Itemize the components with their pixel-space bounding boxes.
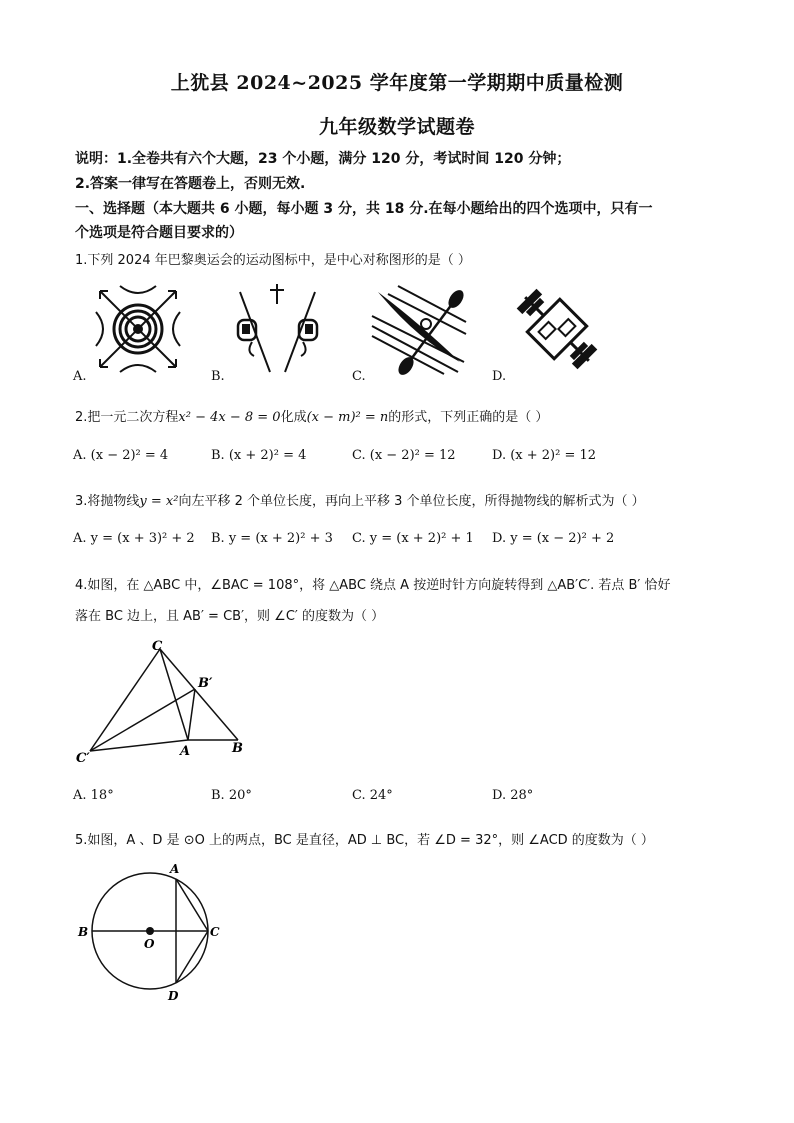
q3-stem-b: 向左平移 2 个单位长度，再向上平移 3 个单位长度，所得抛物线的解析式为（ ） bbox=[178, 494, 645, 509]
q4-triangle-figure bbox=[70, 632, 260, 767]
q4-label-c: C bbox=[152, 639, 163, 654]
q1-stem: 1.下列 2024 年巴黎奥运会的运动图标中，是中心对称图形的是（ ） bbox=[75, 253, 471, 268]
section1-heading-line2: 个选项是符合题目要求的） bbox=[75, 225, 243, 241]
q4-option-b: B. 20° bbox=[211, 788, 252, 803]
q5-stem: 5.如图，A 、D 是 ⊙O 上的两点，BC 是直径，AD ⊥ BC，若 ∠D = 32°，则 ∠ACD 的度数为（ ） bbox=[75, 833, 654, 848]
q5-label-o: O bbox=[144, 937, 155, 951]
q2-option-b: B. (x + 2)² = 4 bbox=[211, 448, 307, 463]
exam-subtitle: 九年级数学试题卷 bbox=[318, 116, 475, 138]
q1-option-d: D. bbox=[492, 369, 507, 384]
q3-stem-a: 3.将抛物线 bbox=[75, 494, 140, 509]
q2-option-d: D. (x + 2)² = 12 bbox=[492, 448, 597, 463]
q3-option-a: A. y = (x + 3)² + 2 bbox=[73, 531, 195, 546]
q3-option-b: B. y = (x + 2)² + 3 bbox=[211, 531, 333, 546]
q4-stem-line1: 4.如图，在 △ABC 中，∠BAC = 108°，将 △ABC 绕点 A 按逆时针方向旋转得到 △AB′C′. 若点 B′ 恰好 bbox=[75, 578, 671, 593]
q2-target-form: (x − m)² = n bbox=[306, 410, 389, 425]
q4-label-b-prime: B′ bbox=[198, 676, 213, 691]
instructions-line1: 说明：1.全卷共有六个大题，23 个小题，满分 120 分，考试时间 120 分钟； bbox=[75, 151, 571, 167]
q4-option-a: A. 18° bbox=[73, 788, 114, 803]
q2-option-c: C. (x − 2)² = 12 bbox=[352, 448, 456, 463]
q2-option-a: A. (x − 2)² = 4 bbox=[73, 448, 169, 463]
q1-option-a: A. bbox=[73, 369, 87, 384]
instructions-line2: 2.答案一律写在答题卷上，否则无效. bbox=[75, 176, 306, 192]
archery-target-icon bbox=[92, 282, 184, 377]
q3-option-d: D. y = (x − 2)² + 2 bbox=[492, 531, 615, 546]
q3-stem bbox=[75, 490, 645, 509]
q2-stem-c: 的形式，下列正确的是（ ） bbox=[388, 410, 549, 425]
q4-stem-line2: 落在 BC 边上，且 AB′ = CB′，则 ∠C′ 的度数为（ ） bbox=[75, 609, 385, 624]
q1-option-c: C. bbox=[352, 369, 366, 384]
q5-label-b: B bbox=[78, 925, 89, 939]
q5-circle-figure bbox=[72, 858, 232, 1008]
q5-label-d: D bbox=[168, 989, 179, 1003]
q4-option-d: D. 28° bbox=[492, 788, 534, 803]
q1-option-b: B. bbox=[211, 369, 225, 384]
q4-label-b: B bbox=[232, 741, 243, 756]
q4-label-c-prime: C′ bbox=[76, 751, 90, 766]
q3-equation: y = x² bbox=[139, 494, 179, 509]
q2-stem-b: 化成 bbox=[280, 410, 307, 425]
q2-stem-a: 2.把一元二次方程 bbox=[75, 410, 179, 425]
q4-option-c: C. 24° bbox=[352, 788, 393, 803]
kayak-icon bbox=[368, 282, 468, 377]
q5-label-c: C bbox=[210, 925, 220, 939]
q4-label-a: A bbox=[180, 744, 191, 759]
q2-equation: x² − 4x − 8 = 0 bbox=[178, 410, 281, 425]
q2-stem bbox=[75, 406, 548, 425]
exam-title: 上犹县 2024~2025 学年度第一学期期中质量检测 bbox=[170, 72, 624, 94]
q3-option-c: C. y = (x + 2)² + 1 bbox=[352, 531, 474, 546]
weightlifting-icon bbox=[510, 282, 605, 377]
q5-label-a: A bbox=[170, 862, 180, 876]
fencing-icon bbox=[230, 282, 325, 377]
section1-heading-line1: 一、选择题（本大题共 6 小题，每小题 3 分，共 18 分.在每小题给出的四个选项中，只有一 bbox=[75, 201, 653, 217]
